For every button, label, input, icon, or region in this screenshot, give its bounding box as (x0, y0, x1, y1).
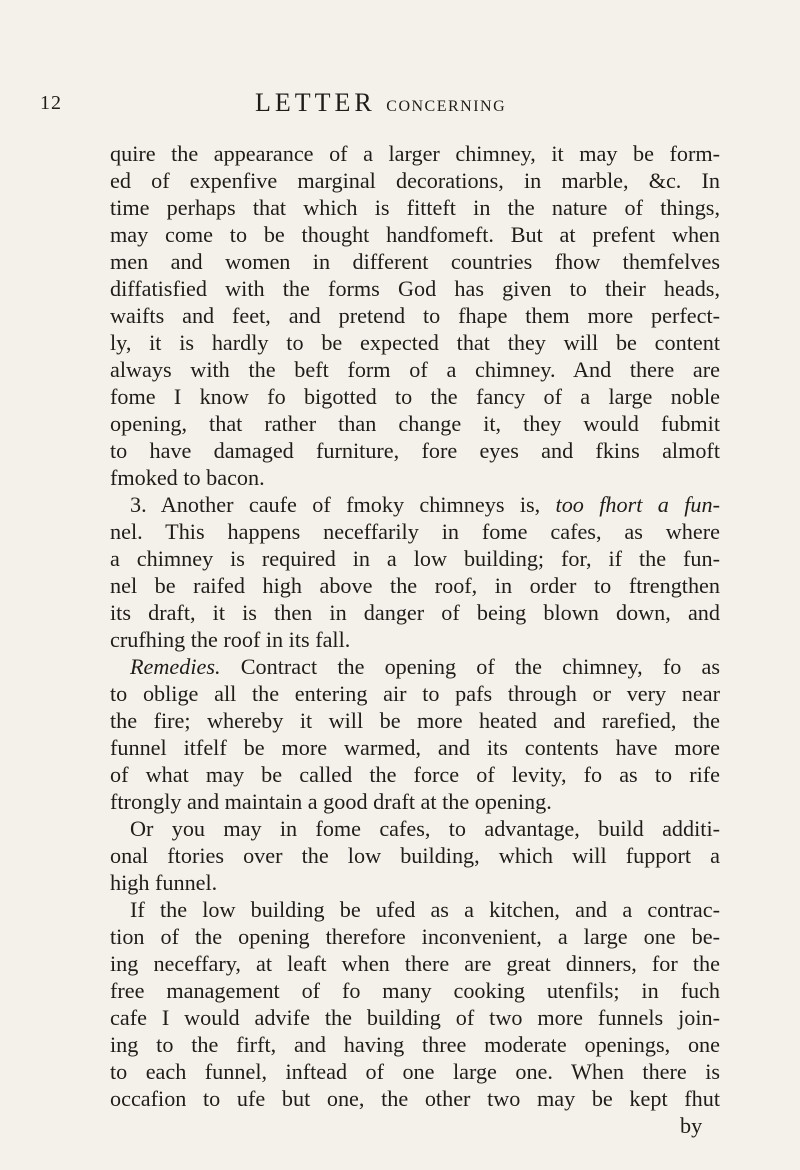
text-line: men and women in different countries fhow themfelves (110, 249, 720, 274)
catchword: by (680, 1113, 703, 1138)
text-line: tion of the opening therefore inconvenient, a large one be- (110, 924, 720, 949)
text-line: high funnel. (110, 870, 218, 895)
text-line: opening, that rather than change it, they would fubmit (110, 411, 720, 436)
text-line: ing to the firft, and having three moderate openings, one (110, 1032, 720, 1057)
text-line: ly, it is hardly to be expected that they will be content (110, 330, 720, 355)
text-line: occafion to ufe but one, the other two may be kept fhut (110, 1086, 720, 1111)
text-line (130, 653, 720, 680)
text-line: Or you may in fome cafes, to advantage, build additi- (130, 816, 720, 841)
text-line: funnel itfelf be more warmed, and its contents have more (110, 735, 720, 760)
text-line: nel. This happens neceffarily in fome cafes, as where (110, 519, 720, 544)
text-line: waifts and feet, and pretend to fhape them more perfect- (110, 303, 720, 328)
text-line: may come to be thought handfomeft. But at prefent when (110, 222, 720, 247)
running-title-main: LETTER (255, 88, 376, 117)
text-line: to oblige all the entering air to pafs through or very near (110, 681, 720, 706)
text-line: cafe I would advife the building of two more funnels join- (110, 1005, 720, 1030)
text-line: ing neceffary, at leaft when there are great dinners, for the (110, 951, 720, 976)
text-line: time perhaps that which is fitteft in the nature of things, (110, 195, 720, 220)
text-line: a chimney is required in a low building; for, if the fun- (110, 546, 720, 571)
line-text-contract: Contract (240, 654, 318, 679)
running-title (255, 88, 506, 118)
text-line: ed of expenfive marginal decorations, in marble, &c. In (110, 168, 720, 193)
text-line: to have damaged furniture, fore eyes and fkins almoft (110, 438, 720, 463)
text-line: nel be raifed high above the roof, in order to ftrengthen (110, 573, 720, 598)
text-line: fmoked to bacon. (110, 465, 265, 490)
text-line: its draft, it is then in danger of being blown down, and (110, 600, 720, 625)
text-line: crufhing the roof in its fall. (110, 627, 351, 652)
italic-heading: Remedies. (130, 654, 221, 679)
line-text: 3. Another caufe of fmoky chimneys is, (130, 492, 541, 517)
text-line: of what may be called the force of levity, fo as to rife (110, 762, 720, 787)
text-line: the fire; whereby it will be more heated and rarefied, the (110, 708, 720, 733)
text-line: to each funnel, inftead of one large one. When there is (110, 1059, 720, 1084)
page-number: 12 (40, 92, 62, 114)
line-text: the opening of the chimney, fo as (337, 654, 720, 679)
text-line: diffatisfied with the forms God has given to their heads, (110, 276, 720, 301)
text-line: ftrongly and maintain a good draft at the opening. (110, 789, 552, 814)
text-line: always with the beft form of a chimney. And there are (110, 357, 720, 382)
running-header (40, 88, 740, 124)
text-line: If the low building be ufed as a kitchen, and a contrac- (130, 897, 720, 922)
italic-phrase: too fhort a fun- (555, 492, 720, 517)
text-line: quire the appearance of a larger chimney, it may be form- (110, 141, 720, 166)
running-title-small: CONCERNING (386, 98, 507, 115)
text-line: fome I know fo bigotted to the fancy of a large noble (110, 384, 720, 409)
text-line: onal ftories over the low building, which will fupport a (110, 843, 720, 868)
text-line: free management of fo many cooking utenfils; in fuch (110, 978, 720, 1003)
text-line (130, 491, 720, 518)
